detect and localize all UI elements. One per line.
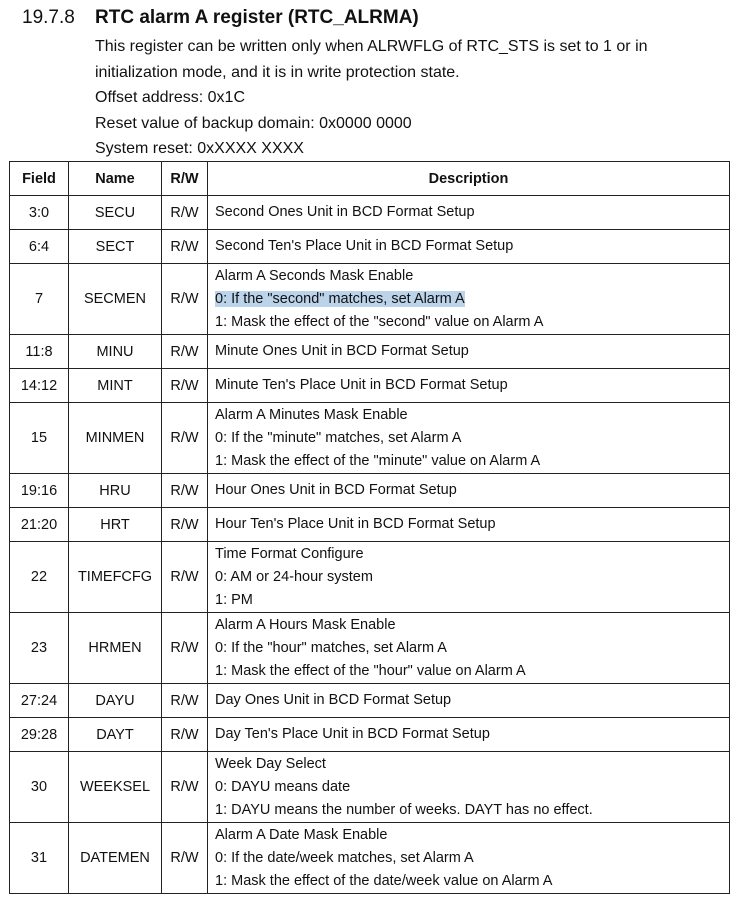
description-line-wrapper [215, 566, 729, 589]
name-cell: TIMEFCFG [69, 542, 162, 613]
description-line: 1: DAYU means the number of weeks. DAYT has no effect. [215, 801, 593, 818]
description-line-wrapper [215, 265, 729, 288]
intro-line: initialization mode, and it is in write protection state. [95, 63, 460, 81]
description-cell [208, 823, 730, 894]
rw-cell: R/W [162, 752, 208, 823]
table-row [10, 403, 730, 474]
description-line-wrapper [215, 235, 729, 258]
field-cell: 22 [10, 542, 69, 613]
description-cell [208, 403, 730, 474]
rw-cell: R/W [162, 508, 208, 542]
description-line-wrapper [215, 340, 729, 363]
field-cell: 21:20 [10, 508, 69, 542]
description-line-wrapper [215, 543, 729, 566]
description-line: 1: PM [215, 591, 253, 608]
field-cell: 27:24 [10, 684, 69, 718]
rw-cell: R/W [162, 264, 208, 335]
table-row [10, 196, 730, 230]
field-cell: 15 [10, 403, 69, 474]
rw-cell: R/W [162, 335, 208, 369]
description-line: Week Day Select [215, 755, 326, 772]
rw-cell: R/W [162, 684, 208, 718]
section-title: RTC alarm A register (RTC_ALRMA) [95, 7, 419, 28]
description-cell [208, 613, 730, 684]
name-cell: MINU [69, 335, 162, 369]
name-cell: HRU [69, 474, 162, 508]
table-row [10, 264, 730, 335]
field-cell: 6:4 [10, 230, 69, 264]
description-line: Day Ones Unit in BCD Format Setup [215, 692, 452, 708]
description-line: Alarm A Seconds Mask Enable [215, 267, 414, 284]
header-field: Field [10, 162, 69, 196]
description-line: Hour Ones Unit in BCD Format Setup [215, 482, 457, 498]
name-cell: DATEMEN [69, 823, 162, 894]
description-line-wrapper [215, 824, 729, 847]
name-cell: HRT [69, 508, 162, 542]
name-cell: SECU [69, 196, 162, 230]
description-line-wrapper [215, 660, 729, 683]
table-row [10, 335, 730, 369]
description-line-wrapper [215, 689, 729, 712]
description-line: 1: Mask the effect of the "hour" value on Alarm A [215, 662, 526, 679]
description-line-wrapper [215, 479, 729, 502]
table-row [10, 752, 730, 823]
table-row [10, 508, 730, 542]
table-row [10, 369, 730, 403]
name-cell: SECMEN [69, 264, 162, 335]
table-row [10, 718, 730, 752]
table-row [10, 684, 730, 718]
description-line: 0: If the "hour" matches, set Alarm A [215, 639, 447, 656]
rw-cell: R/W [162, 823, 208, 894]
intro-line: This register can be written only when ALRWFLG of RTC_STS is set to 1 or in [95, 38, 648, 55]
rw-cell: R/W [162, 196, 208, 230]
description-cell [208, 718, 730, 752]
description-cell [208, 335, 730, 369]
description-line-wrapper [215, 776, 729, 799]
description-line-wrapper [215, 589, 729, 612]
name-cell: DAYT [69, 718, 162, 752]
table-row [10, 542, 730, 613]
rw-cell: R/W [162, 369, 208, 403]
description-line-wrapper [215, 723, 729, 746]
description-line: 0: DAYU means date [215, 778, 351, 795]
field-cell: 31 [10, 823, 69, 894]
rw-cell: R/W [162, 230, 208, 264]
description-line: Day Ten's Place Unit in BCD Format Setup [215, 726, 490, 742]
section-intro [95, 34, 648, 162]
register-table [9, 161, 730, 894]
description-line-wrapper [215, 614, 729, 637]
description-line: Second Ten's Place Unit in BCD Format Setup [215, 238, 514, 254]
backup-reset-value: Reset value of backup domain: 0x0000 0000 [95, 114, 412, 132]
section-number: 19.7.8 [22, 7, 75, 28]
description-line: 1: Mask the effect of the date/week value on Alarm A [215, 872, 553, 889]
table-header-row [10, 162, 730, 196]
description-line-wrapper [215, 870, 729, 893]
description-cell [208, 474, 730, 508]
rw-cell: R/W [162, 613, 208, 684]
name-cell: DAYU [69, 684, 162, 718]
description-line-wrapper [215, 450, 729, 473]
rw-cell: R/W [162, 474, 208, 508]
description-line-wrapper [215, 288, 729, 311]
description-cell [208, 230, 730, 264]
description-line-wrapper [215, 404, 729, 427]
field-cell: 23 [10, 613, 69, 684]
name-cell: SECT [69, 230, 162, 264]
table-row [10, 613, 730, 684]
description-line: Minute Ten's Place Unit in BCD Format Setup [215, 377, 508, 393]
system-reset-value: System reset: 0xXXXX XXXX [95, 140, 304, 157]
header-description: Description [208, 162, 730, 196]
description-line: 0: AM or 24-hour system [215, 568, 373, 585]
description-line: 1: Mask the effect of the "second" value on Alarm A [215, 313, 544, 330]
description-line: 0: If the "minute" matches, set Alarm A [215, 429, 462, 446]
description-line-wrapper [215, 847, 729, 870]
description-line-wrapper [215, 427, 729, 450]
description-line: Minute Ones Unit in BCD Format Setup [215, 343, 469, 359]
header-rw: R/W [162, 162, 208, 196]
field-cell: 3:0 [10, 196, 69, 230]
description-line: Second Ones Unit in BCD Format Setup [215, 204, 475, 220]
description-line-wrapper [215, 637, 729, 660]
description-cell [208, 508, 730, 542]
rw-cell: R/W [162, 542, 208, 613]
description-line: Alarm A Date Mask Enable [215, 826, 388, 843]
description-line: 0: If the date/week matches, set Alarm A [215, 849, 474, 866]
description-cell [208, 752, 730, 823]
rw-cell: R/W [162, 403, 208, 474]
selected-text: 0: If the "second" matches, set Alarm A [215, 290, 465, 307]
description-line-wrapper [215, 799, 729, 822]
rw-cell: R/W [162, 718, 208, 752]
description-cell [208, 684, 730, 718]
description-line: Hour Ten's Place Unit in BCD Format Setup [215, 516, 496, 532]
description-line: Alarm A Minutes Mask Enable [215, 406, 408, 423]
field-cell: 14:12 [10, 369, 69, 403]
offset-address: Offset address: 0x1C [95, 89, 245, 106]
table-row [10, 230, 730, 264]
description-line-wrapper [215, 513, 729, 536]
description-line-wrapper [215, 311, 729, 334]
field-cell: 7 [10, 264, 69, 335]
description-line: Alarm A Hours Mask Enable [215, 616, 396, 633]
description-line: Time Format Configure [215, 545, 364, 562]
description-line-wrapper [215, 374, 729, 397]
name-cell: HRMEN [69, 613, 162, 684]
field-cell: 19:16 [10, 474, 69, 508]
name-cell: WEEKSEL [69, 752, 162, 823]
description-cell [208, 542, 730, 613]
description-cell [208, 369, 730, 403]
field-cell: 11:8 [10, 335, 69, 369]
field-cell: 30 [10, 752, 69, 823]
table-row [10, 474, 730, 508]
description-line-wrapper [215, 201, 729, 224]
field-cell: 29:28 [10, 718, 69, 752]
description-cell [208, 196, 730, 230]
description-line-wrapper [215, 753, 729, 776]
table-row [10, 823, 730, 894]
description-cell [208, 264, 730, 335]
header-name: Name [69, 162, 162, 196]
register-table-body [10, 196, 730, 894]
description-line: 1: Mask the effect of the "minute" value on Alarm A [215, 452, 541, 469]
name-cell: MINT [69, 369, 162, 403]
section-heading [22, 6, 419, 30]
name-cell: MINMEN [69, 403, 162, 474]
